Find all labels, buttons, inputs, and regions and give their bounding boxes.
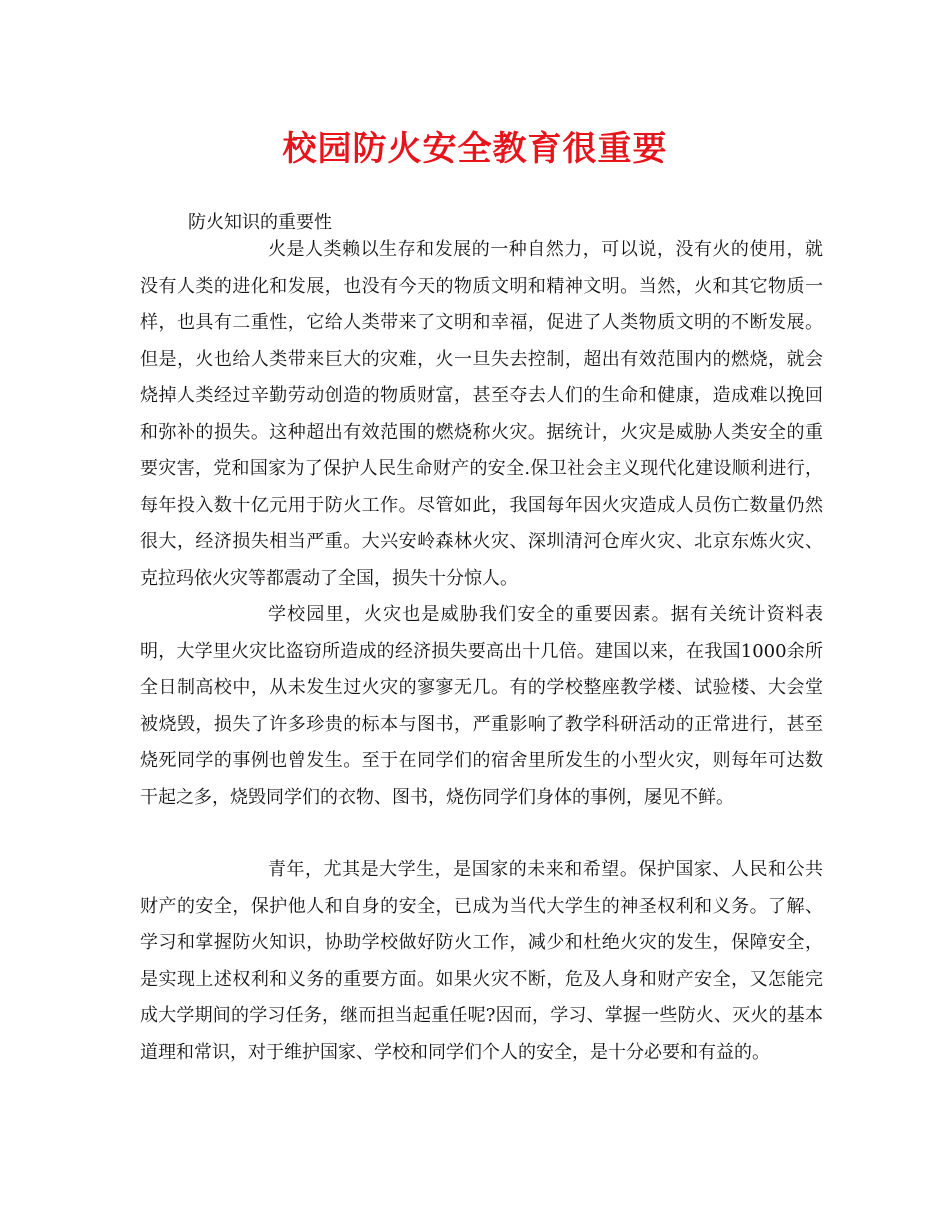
body-paragraph: 学校园里，火灾也是威胁我们安全的重要因素。据有关统计资料表明，大学里火灾比盗窃所造成的经济损失要高出十几倍。建国以来，在我国1000余所全日制高校中，从未发生过火灾的寥寥无几。有的学校整座教学楼、试验楼、大会堂被烧毁，损失了许多珍贵的标本与图书，严重影响了教学科研活动的正常进行，甚至烧死同学的事例也曾发生。至于在同学们的宿舍里所发生的小型火灾，则每年可达数干起之多，烧毁同学们的衣物、图书，烧伤同学们身体的事例，屡见不鲜。 <box>140 604 823 808</box>
section-heading: 防火知识的重要性 <box>188 212 332 233</box>
body-paragraph: 青年，尤其是大学生，是国家的未来和希望。保护国家、人民和公共财产的安全，保护他人和自身的安全，已成为当代大学生的神圣权利和义务。了解、学习和掌握防火知识，协助学校做好防火工作，减少和杜绝火灾的发生，保障安全，是实现上述权利和义务的重要方面。如果火灾不断，危及人身和财产安全，又怎能完成大学期间的学习任务，继而担当起重任呢?因而，学习、掌握一些防火、灭火的基本道理和常识，对于维护国家、学校和同学们个人的安全，是十分必要和有益的。 <box>140 859 823 1063</box>
body-paragraph: 火是人类赖以生存和发展的一种自然力，可以说，没有火的使用，就没有人类的进化和发展，也没有今天的物质文明和精神文明。当然，火和其它物质一样，也具有二重性，它给人类带来了文明和幸福，促进了人类物质文明的不断发展。但是，火也给人类带来巨大的灾难，火一旦失去控制，超出有效范围内的燃烧，就会烧掉人类经过辛勤劳动创造的物质财富，甚至夺去人们的生命和健康，造成难以挽回和弥补的损失。这种超出有效范围的燃烧称火灾。据统计，火灾是威胁人类安全的重要灾害，党和国家为了保护人民生命财产的安全.保卫社会主义现代化建设顺利进行，每年投入数十亿元用于防火工作。尽管如此，我国每年因火灾造成人员伤亡数量仍然很大，经济损失相当严重。大兴安岭森林火灾、深圳清河仓库火灾、北京东炼火灾、克拉玛依火灾等都震动了全国，损失十分惊人。 <box>140 239 823 589</box>
document-title: 校园防火安全教育很重要 <box>282 129 668 169</box>
